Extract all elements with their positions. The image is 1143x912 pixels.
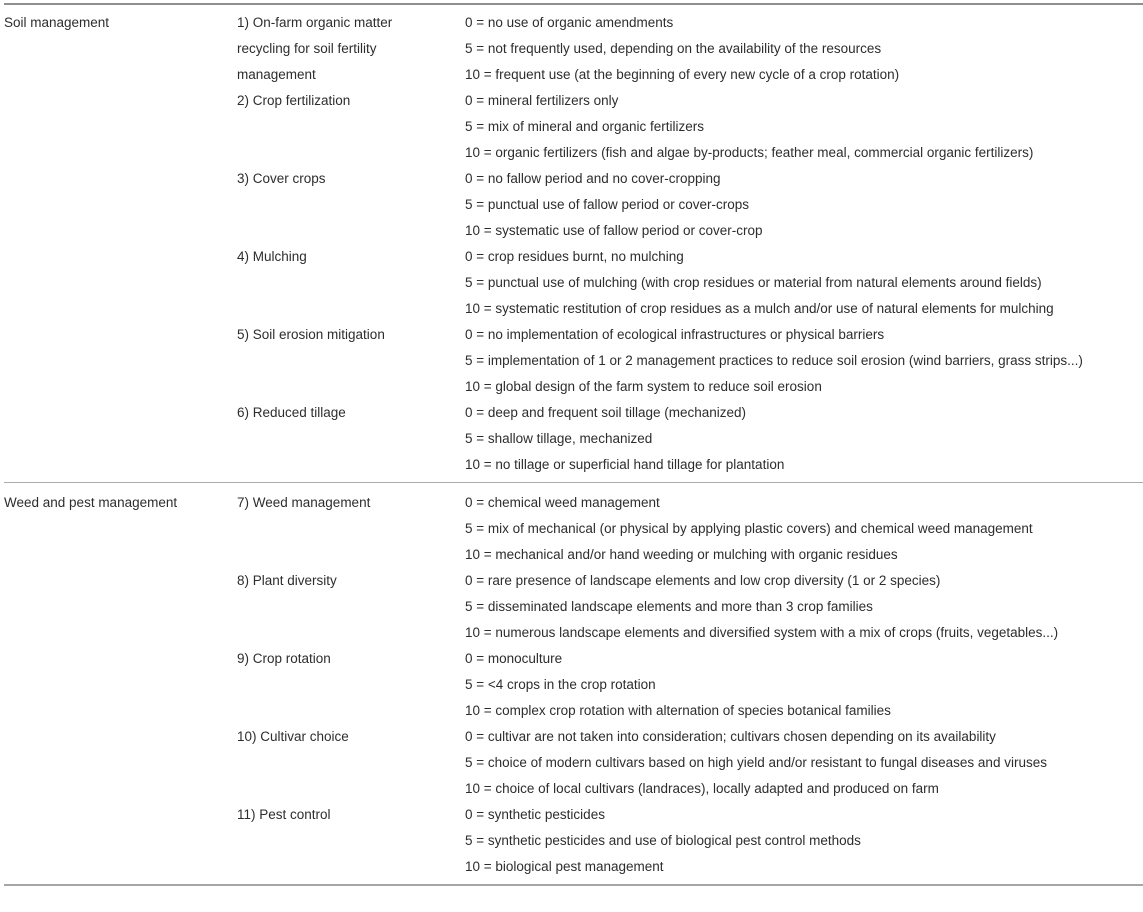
score-line: 10 = biological pest management — [465, 859, 664, 874]
score-line: 5 = mix of mineral and organic fertilizers — [465, 119, 704, 134]
indicator-scores — [465, 88, 1143, 166]
indicator-name: 5) Soil erosion mitigation — [237, 327, 385, 342]
indicator-scores — [465, 724, 1143, 802]
score-line: 0 = deep and frequent soil tillage (mechanized) — [465, 405, 747, 420]
score-line: 5 = shallow tillage, mechanized — [465, 431, 653, 446]
score-line: 0 = cultivar are not taken into consideration; cultivars chosen depending on its availability — [465, 729, 996, 744]
indicator-name: 11) Pest control — [237, 807, 331, 822]
score-line: 0 = chemical weed management — [465, 495, 660, 510]
indicator-name: 10) Cultivar choice — [237, 729, 349, 744]
scoring-table — [4, 3, 1143, 886]
score-line: 5 = mix of mechanical (or physical by applying plastic covers) and chemical weed management — [465, 521, 1033, 536]
score-line: 5 = disseminated landscape elements and more than 3 crop families — [465, 599, 873, 614]
category-label: Soil management — [4, 15, 110, 30]
score-line: 10 = frequent use (at the beginning of every new cycle of a crop rotation) — [465, 67, 900, 82]
score-line: 0 = mineral fertilizers only — [465, 93, 619, 108]
score-line: 10 = choice of local cultivars (landraces), locally adapted and produced on farm — [465, 781, 939, 796]
section-weed-and-pest-management — [4, 482, 1143, 880]
indicator-name: 8) Plant diversity — [237, 573, 337, 588]
score-line: 10 = organic fertilizers (fish and algae by-products; feather meal, commercial organic fertilizers) — [465, 145, 1034, 160]
indicator-name: 3) Cover crops — [237, 171, 326, 186]
score-line: 0 = monoculture — [465, 651, 563, 666]
score-line: 0 = rare presence of landscape elements and low crop diversity (1 or 2 species) — [465, 573, 941, 588]
score-line: 10 = global design of the farm system to reduce soil erosion — [465, 379, 822, 394]
indicator-name: 9) Crop rotation — [237, 651, 331, 666]
score-line: 0 = no implementation of ecological infrastructures or physical barriers — [465, 327, 885, 342]
score-line: 5 = punctual use of mulching (with crop residues or material from natural elements around fields) — [465, 275, 1042, 290]
score-line: 5 = implementation of 1 or 2 management practices to reduce soil erosion (wind barriers, grass strips...) — [465, 353, 1083, 368]
category-label: Weed and pest management — [4, 495, 178, 510]
score-line: 5 = not frequently used, depending on the availability of the resources — [465, 41, 882, 56]
score-line: 5 = punctual use of fallow period or cover-crops — [465, 197, 750, 212]
score-line: 5 = choice of modern cultivars based on high yield and/or resistant to fungal diseases and viruses — [465, 755, 1047, 770]
score-line: 5 = synthetic pesticides and use of biological pest control methods — [465, 833, 861, 848]
indicator-name: 2) Crop fertilization — [237, 93, 351, 108]
score-line: 10 = no tillage or superficial hand tillage for plantation — [465, 457, 785, 472]
score-line: 10 = mechanical and/or hand weeding or mulching with organic residues — [465, 547, 898, 562]
section-soil-management — [4, 10, 1143, 478]
score-line: 10 = complex crop rotation with alternation of species botanical families — [465, 703, 891, 718]
score-line: 0 = no fallow period and no cover-cropping — [465, 171, 721, 186]
score-line: 0 = crop residues burnt, no mulching — [465, 249, 684, 264]
indicator-scores — [465, 646, 1143, 724]
score-line: 10 = systematic use of fallow period or cover-crop — [465, 223, 763, 238]
score-line: 0 = synthetic pesticides — [465, 807, 605, 822]
score-line: 0 = no use of organic amendments — [465, 15, 674, 30]
indicator-scores — [465, 10, 1143, 88]
indicator-name: 6) Reduced tillage — [237, 405, 346, 420]
score-line: 10 = systematic restitution of crop residues as a mulch and/or use of natural elements for mulching — [465, 301, 1054, 316]
indicator-scores — [465, 166, 1143, 244]
indicator-scores — [465, 490, 1143, 568]
score-line: 10 = numerous landscape elements and diversified system with a mix of crops (fruits, vegetables...) — [465, 625, 1059, 640]
indicator-name: 7) Weed management — [237, 495, 371, 510]
indicator-name: 4) Mulching — [237, 249, 307, 264]
score-line: 5 = <4 crops in the crop rotation — [465, 677, 656, 692]
indicator-scores — [465, 568, 1143, 646]
indicator-scores — [465, 322, 1143, 400]
indicator-scores — [465, 802, 1143, 880]
indicator-scores — [465, 244, 1143, 322]
indicator-name: 1) On-farm organic matter recycling for soil fertility management — [237, 15, 393, 82]
indicator-scores — [465, 400, 1143, 478]
